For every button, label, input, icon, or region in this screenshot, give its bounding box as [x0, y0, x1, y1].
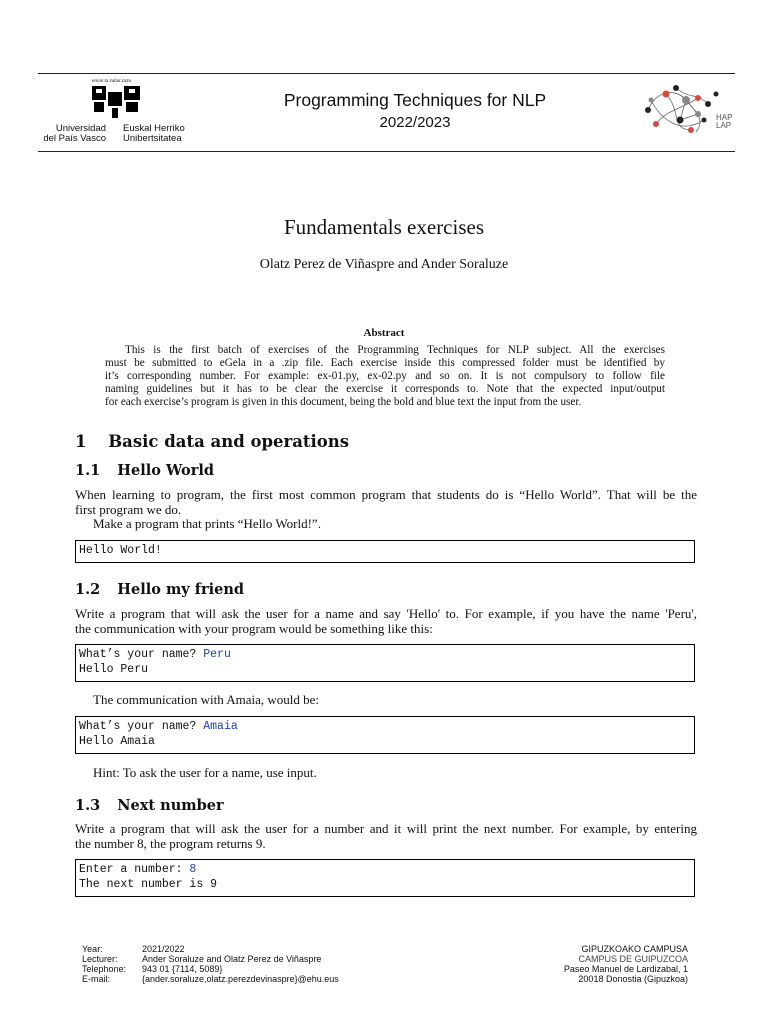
- subsection-1-2-title: Hello my friend: [117, 581, 245, 598]
- footer-label: E-mail:: [82, 974, 111, 984]
- logo-uni-eu-line2: Unibertsitatea: [123, 133, 182, 144]
- logo-tagline: eman ta zabal zazu: [92, 78, 132, 83]
- user-input: Peru: [203, 648, 231, 661]
- para-line: Make a program that prints “Hello World!”.: [93, 516, 321, 531]
- footer-values: [142, 944, 339, 984]
- footer-labels: [82, 944, 126, 984]
- code-block-next-number: [75, 859, 695, 897]
- para-line: When learning to program, the first most common program that students do is “Hello World”. That will be the: [75, 487, 697, 502]
- university-logo: [36, 78, 206, 146]
- network-graph-icon: [636, 80, 736, 142]
- footer-campus: [564, 944, 688, 984]
- section-1-title: Basic data and operations: [108, 432, 350, 451]
- footer-label: Lecturer:: [82, 954, 118, 964]
- header-bottom-rule: [38, 151, 735, 152]
- footer-campus-line: 20018 Donostia (Gipuzkoa): [578, 974, 688, 984]
- code-line: Hello Peru: [79, 662, 149, 676]
- footer-value: Ander Soraluze and Olatz Perez de Viñaspre: [142, 954, 322, 964]
- code-line: The next number is 9: [79, 877, 218, 891]
- logo-uni-es-line1: Universidad: [55, 123, 106, 134]
- code-block-amaia: [75, 716, 695, 754]
- haplap-text: [716, 114, 732, 130]
- document-title: Fundamentals exercises: [283, 215, 485, 239]
- code-line: Hello World!: [79, 544, 162, 557]
- section-1-number: 1: [75, 432, 87, 451]
- code-line: Hello Amaia: [79, 734, 155, 748]
- code-line: [79, 720, 694, 735]
- logo-uni-es: [36, 124, 106, 144]
- subsection-1-2-paragraph: [75, 607, 697, 636]
- course-title: Programming Techniques for NLP: [283, 90, 547, 110]
- ehu-tree-icon: [92, 84, 144, 120]
- para-line: the communication with your program would be something like this:: [75, 620, 433, 636]
- logo-uni-eu-line1: Euskal Herriko: [123, 123, 185, 134]
- logo-uni-eu: [123, 124, 185, 144]
- code-line: [79, 863, 694, 878]
- abstract-line: This is the first batch of exercises of the Programming Techniques for NLP subject. All the exercises: [125, 344, 665, 356]
- code-prompt: What’s your name?: [79, 648, 204, 661]
- subsection-1-1-paragraph: [75, 488, 697, 532]
- subsection-1-3-paragraph: [75, 822, 697, 851]
- footer-value: {ander.soraluze,olatz.perezdevinaspre}@ehu.eus: [142, 974, 339, 984]
- course-year: 2022/2023: [379, 114, 451, 131]
- code-prompt: What’s your name?: [79, 720, 204, 733]
- code-prompt: Enter a number:: [79, 863, 190, 876]
- para-line: first program we do.: [75, 501, 182, 517]
- haplap-text-line1: HAP: [716, 113, 733, 122]
- subsection-1-3-number: 1.3: [75, 797, 101, 814]
- hint-text: Hint: To ask the user for a name, use input.: [93, 765, 317, 780]
- footer-label: Year:: [82, 944, 103, 954]
- abstract-body: [105, 344, 665, 409]
- between-text: The communication with Amaia, would be:: [93, 692, 320, 707]
- document-authors: Olatz Perez de Viñaspre and Ander Soraluze: [259, 257, 509, 272]
- code-block-peru: [75, 644, 695, 682]
- subsection-1-2-number: 1.2: [75, 581, 101, 598]
- subsection-1-3-title: Next number: [117, 797, 224, 814]
- haplap-logo: [636, 80, 736, 142]
- footer-campus-line: GIPUZKOAKO CAMPUSA: [581, 944, 688, 954]
- abstract-line: it’s corresponding number. For example: ex-01.py, ex-02.py and so on. It is not compulsory to follow file: [105, 370, 665, 382]
- footer-campus-line: Paseo Manuel de Lardizabal, 1: [563, 964, 688, 974]
- para-line: Write a program that will ask the user for a number and it will print the next number. For example, by entering: [75, 821, 697, 836]
- subsection-1-2-heading: [75, 581, 244, 598]
- code-block-hello-world: [75, 540, 695, 563]
- footer-value: 943 01 {7114, 5089}: [142, 964, 223, 974]
- abstract-line: for each exercise’s program is given in this document, being the bold and blue text the input from the user.: [105, 396, 582, 408]
- subsection-1-1-number: 1.1: [75, 462, 101, 479]
- footer-campus-line: CAMPUS DE GUIPUZCOA: [578, 954, 688, 964]
- para-line: Write a program that will ask the user for a name and say 'Hello' to. For example, if you have the name 'Peru',: [75, 606, 697, 621]
- abstract-line: must be submitted to eGela in a .zip file. Each exercise inside this compressed folder must be identified by: [105, 357, 665, 369]
- subsection-1-1-title: Hello World: [117, 462, 215, 479]
- abstract-line: naming guidelines but it has to be clear the exercise it corresponds to. Note that the expected input/output: [105, 383, 665, 395]
- header-top-rule: [38, 73, 735, 74]
- footer-value: 2021/2022: [142, 944, 185, 954]
- haplap-text-line2: LAP: [716, 121, 732, 130]
- user-input: 8: [189, 863, 197, 876]
- subsection-1-1-heading: [75, 462, 214, 479]
- subsection-1-3-heading: [75, 797, 224, 814]
- abstract-heading: Abstract: [363, 327, 405, 339]
- code-line: [79, 648, 694, 663]
- para-line: the number 8, the program returns 9.: [75, 835, 266, 851]
- logo-uni-es-line2: del País Vasco: [43, 133, 106, 144]
- user-input: Amaia: [203, 720, 238, 733]
- section-1-heading: [75, 432, 349, 451]
- footer-label: Telephone:: [82, 964, 127, 974]
